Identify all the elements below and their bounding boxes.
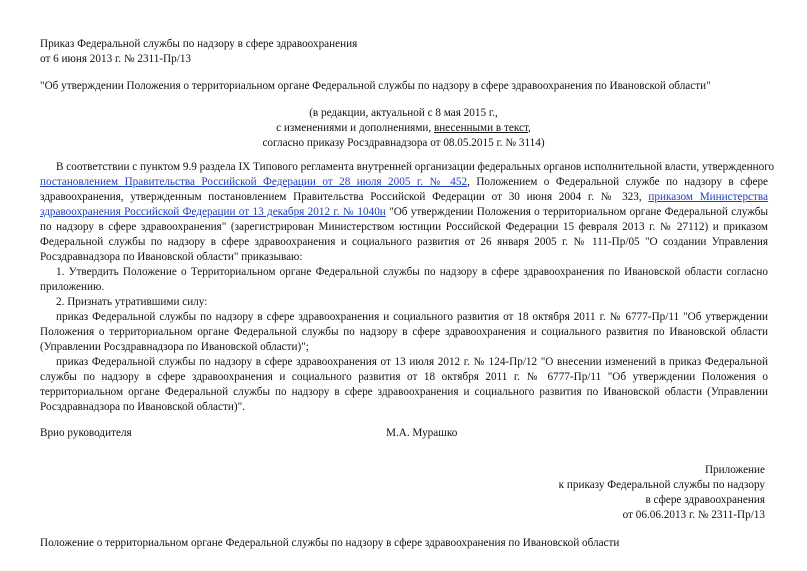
item-2-b-line-3: территориальном органе Федеральной службы по надзору в сфере здравоохранения и социального развития по Ивановской области (Управлении xyxy=(40,386,768,398)
signature-name: М.А. Мурашко xyxy=(386,427,458,439)
item-1-line-2: приложению. xyxy=(40,281,105,293)
government-decree-link[interactable]: постановлением Правительства Российской Федерации от 28 июля 2005 г. № 452 xyxy=(40,176,468,188)
regulation-title: Положение о территориальном органе Федеральной службы по надзору в сфере здравоохранения по Ивановской области xyxy=(40,537,620,549)
edition-line-1: (в редакции, актуальной с 8 мая 2015 г., xyxy=(309,107,498,119)
item-2-heading: 2. Признать утратившими силу: xyxy=(56,296,208,308)
preamble-line-3-text: здравоохранения, утвержденным постановлением Правительства Российской Федерации от 30 июня 2004 г. № 323, xyxy=(40,191,649,203)
edition-line-2-before: с изменениями и дополнениями, xyxy=(276,122,434,134)
preamble-line-2 xyxy=(40,175,768,190)
preamble-line-6: Федеральной службы по надзору в сфере здравоохранения и социального развития от 26 января 2005 г. № 111-Пр/05 "О создании Управления xyxy=(40,236,768,248)
edition-line-3: согласно приказу Росздравнадзора от 08.05.2015 г. № 3114) xyxy=(262,137,545,149)
preamble-line-4-text: "Об утверждении Положения о территориальном органе Федеральной службы xyxy=(385,206,768,218)
item-2-a-line-2: Положения о территориальном органе Федеральной службы по надзору в сфере здравоохранения и социального развития по Ивановской области xyxy=(40,326,768,338)
preamble-line-3 xyxy=(40,190,768,205)
edition-line-2-after: , xyxy=(528,122,531,134)
item-2-b-line-2: службы по надзору в сфере здравоохранения и социального развития от 18 октября 2011 г. № 6777-Пр/11 "Об утверждении Положения о xyxy=(40,371,768,383)
appendix-line-4: от 06.06.2013 г. № 2311-Пр/13 xyxy=(622,509,765,521)
preamble-line-1: В соответствии с пунктом 9.9 раздела IX Типового регламента внутренней организации федеральных органов исполнительной власти, утвержденного xyxy=(56,161,775,173)
appendix-line-3: в сфере здравоохранения xyxy=(645,494,765,506)
item-1-line-1: 1. Утвердить Положение о Территориальном органе Федеральной службы по надзору в сфере здравоохранения по Ивановской области согласно xyxy=(56,266,768,278)
item-2-a-line-1: приказ Федеральной службы по надзору в сфере здравоохранения и социального развития от 18 октября 2011 г. № 6777-Пр/11 "Об утверждении xyxy=(56,311,768,323)
preamble-line-7: Росздравнадзора по Ивановской области" приказываю: xyxy=(40,251,303,263)
signature-position: Врио руководителя xyxy=(40,427,132,439)
ministry-order-link-part-1[interactable]: приказом Министерства xyxy=(648,191,769,203)
preamble-line-5: по надзору в сфере здравоохранения" (зарегистрирован Министерством юстиции Российской Федерации 15 февраля 2013 г. № 27112) и приказом xyxy=(40,221,768,233)
amendments-link[interactable]: внесенными в текст xyxy=(433,122,529,134)
header-line-2: от 6 июня 2013 г. № 2311-Пр/13 xyxy=(40,53,192,65)
header-line-1: Приказ Федеральной службы по надзору в сфере здравоохранения xyxy=(40,38,358,50)
appendix-line-2: к приказу Федеральной службы по надзору xyxy=(558,479,765,491)
appendix-line-1: Приложение xyxy=(704,464,765,476)
item-2-b-line-1: приказ Федеральной службы по надзору в сфере здравоохранения от 13 июля 2012 г. № 124-Пр/12 "О внесении изменений в приказ Федеральной xyxy=(56,356,768,368)
item-2-a-line-3: (Управлении Росздравнадзора по Ивановской области)"; xyxy=(40,341,309,353)
preamble-line-4 xyxy=(40,205,768,220)
document-title: "Об утверждении Положения о территориальном органе Федеральной службы по надзору в сфере здравоохранения по Ивановской области" xyxy=(40,80,711,92)
ministry-order-link-part-2[interactable]: здравоохранения Российской Федерации от 13 декабря 2012 г. № 1040н xyxy=(40,206,386,218)
item-2-b-line-4: Росздравнадзора по Ивановской области)". xyxy=(40,401,245,413)
edition-line-2 xyxy=(0,121,807,136)
preamble-line-2-text: , Положением о Федеральной службе по надзору в сфере xyxy=(467,176,769,188)
